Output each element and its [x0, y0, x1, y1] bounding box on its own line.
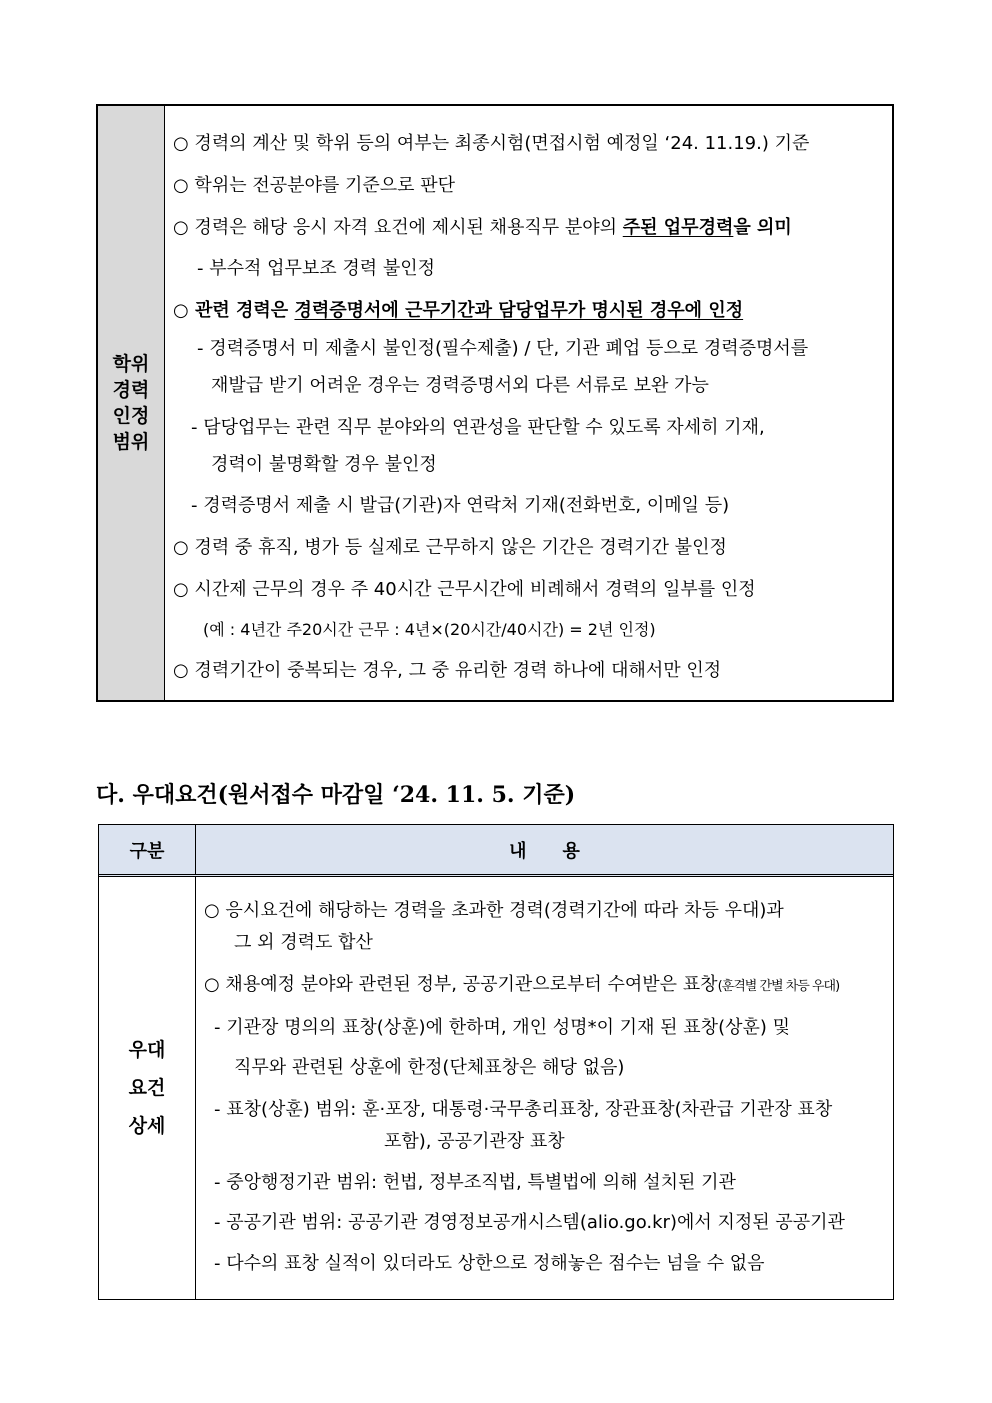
label-line: 학위	[112, 353, 150, 375]
label-line: 범위	[112, 431, 150, 453]
text-line: ○ 관련 경력은 경력증명서에 근무기간과 담당업무가 명시된 경우에 인정	[173, 300, 744, 321]
table-row	[99, 877, 893, 1299]
section-heading: 다. 우대요건(원서접수 마감일 ‘24. 11. 5. 기준)	[96, 782, 576, 808]
text-line: 재발급 받기 어려운 경우는 경력증명서외 다른 서류로 보완 가능	[211, 375, 709, 396]
preference-content-cell	[196, 877, 893, 1299]
header-content: 내용	[509, 840, 616, 862]
text-line: 직무와 관련된 상훈에 한정(단체표창은 해당 없음)	[234, 1057, 625, 1078]
emphasis-text: 경력증명서에 근무기간과 담당업무가 명시된 경우에 인정	[294, 300, 744, 321]
text-line: - 부수적 업무보조 경력 불인정	[197, 258, 436, 279]
table-header-row	[99, 825, 893, 877]
text-line: (예 : 4년간 주20시간 근무 : 4년×(20시간/40시간) = 2년 인정)	[203, 620, 656, 639]
text-line: ○ 경력의 계산 및 학위 등의 여부는 최종시험(면접시험 예정일 ‘24. 11.19.) 기준	[173, 133, 810, 154]
text-line: ○ 학위는 전공분야를 기준으로 판단	[173, 175, 456, 196]
label-line: 우대	[128, 1039, 166, 1061]
text-line: - 중앙행정기관 범위: 헌법, 정부조직법, 특별법에 의해 설치된 기관	[214, 1172, 736, 1193]
text-line: - 담당업무는 관련 직무 분야와의 연관성을 판단할 수 있도록 자세히 기재,	[191, 417, 765, 438]
label-line: 요건	[128, 1077, 166, 1099]
degree-career-label-cell	[98, 106, 165, 700]
text-line: ○ 경력 중 휴직, 병가 등 실제로 근무하지 않은 기간은 경력기간 불인정	[173, 537, 727, 558]
text-line: ○ 시간제 근무의 경우 주 40시간 근무시간에 비례해서 경력의 일부를 인정	[173, 579, 756, 600]
preference-label-cell	[99, 877, 196, 1299]
text-line: ○ 경력기간이 중복되는 경우, 그 중 유리한 경력 하나에 대해서만 인정	[173, 660, 722, 681]
label-line: 상세	[128, 1115, 166, 1137]
label-line: 인정	[112, 405, 150, 427]
degree-career-content-cell	[165, 106, 892, 700]
emphasis-text: 주된 업무경력	[622, 217, 734, 238]
text-line: ○ 경력은 해당 응시 자격 요건에 제시된 채용직무 분야의 주된 업무경력을 의미	[173, 217, 792, 238]
preference-table	[98, 824, 894, 1300]
text-line: ○ 응시요건에 해당하는 경력을 초과한 경력(경력기간에 따라 차등 우대)과	[204, 900, 784, 921]
text-line: ○ 채용예정 분야와 관련된 정부, 공공기관으로부터 수여받은 표창(훈격별 간별 차등 우대)	[204, 974, 840, 995]
text-line: - 다수의 표창 실적이 있더라도 상한으로 정해놓은 점수는 넘을 수 없음	[214, 1253, 765, 1274]
text-line: 그 외 경력도 합산	[234, 932, 373, 953]
text-line: - 기관장 명의의 표창(상훈)에 한하며, 개인 성명*이 기재 된 표창(상훈) 및	[214, 1017, 790, 1038]
text-line: - 경력증명서 제출 시 발급(기관)자 연락처 기재(전화번호, 이메일 등)	[191, 495, 730, 516]
header-category: 구분	[99, 825, 196, 874]
label-line: 경력	[112, 379, 150, 401]
text-line: - 경력증명서 미 제출시 불인정(필수제출) / 단, 기관 폐업 등으로 경력증명서를	[197, 338, 809, 359]
text-line: - 공공기관 범위: 공공기관 경영정보공개시스템(alio.go.kr)에서 지정된 공공기관	[214, 1212, 845, 1233]
text-line: - 표창(상훈) 범위: 훈·포장, 대통령·국무총리표창, 장관표창(차관급 기관장 표창	[214, 1099, 833, 1120]
text-line: 경력이 불명확할 경우 불인정	[211, 454, 437, 475]
degree-career-table	[96, 104, 894, 702]
text-line: 포함), 공공기관장 표창	[384, 1131, 565, 1152]
